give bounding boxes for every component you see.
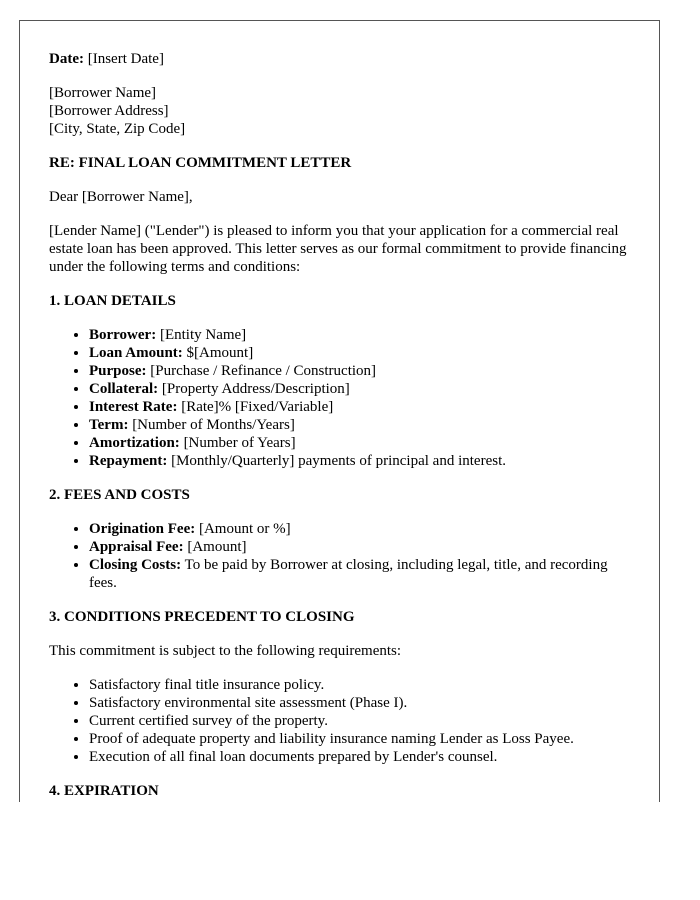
item-label: Appraisal Fee: [89,539,184,555]
item-value: [Purchase / Refinance / Construction] [146,363,377,379]
list-item [89,520,639,538]
conditions-list [49,676,639,766]
list-item [89,416,639,434]
intro-paragraph: [Lender Name] ("Lender") is pleased to inform you that your application for a commercial real estate loan has been approved. This letter serves as our formal commitment to provide financing under the following terms and conditions: [49,223,627,275]
list-item [89,326,639,344]
item-label: Origination Fee: [89,521,196,537]
item-label: Amortization: [89,435,180,451]
item-label: Term: [89,417,129,433]
section-heading-fees: 2. FEES AND COSTS [49,487,190,503]
letter-content [49,50,639,802]
date-line [49,50,639,68]
address-line: [City, State, Zip Code] [49,121,186,137]
conditions-intro: This commitment is subject to the following requirements: [49,643,402,659]
item-label: Repayment: [89,453,168,469]
item-value: [Property Address/Description] [158,381,350,397]
list-item [89,380,639,398]
item-value: [Entity Name] [156,327,247,343]
section-heading-loan-details: 1. LOAN DETAILS [49,293,176,309]
list-item: • Proof of adequate property and liability insurance naming Lender as Loss Payee. [89,730,639,748]
letter-page [19,20,660,802]
section-heading-conditions: 3. CONDITIONS PRECEDENT TO CLOSING [49,609,355,625]
item-value: [Amount] [183,539,247,555]
loan-details-list [49,326,639,470]
item-label: Purpose: [89,363,147,379]
item-value: [Number of Years] [179,435,296,451]
item-label: Borrower: [89,327,157,343]
item-value: [Number of Months/Years] [128,417,295,433]
list-item [89,362,639,380]
salutation: Dear [Borrower Name], [49,189,193,205]
list-item [89,434,639,452]
list-item: • Execution of all final loan documents prepared by Lender's counsel. [89,748,639,766]
item-value: To be paid by Borrower at closing, including legal, title, and recording fees. [89,557,608,591]
address-line: [Borrower Address] [49,103,169,119]
list-item: • Current certified survey of the property. [89,712,639,730]
date-label: Date: [49,51,84,67]
list-item [89,556,639,592]
list-item: • Satisfactory environmental site assessment (Phase I). [89,694,639,712]
section-heading-expiration: 4. EXPIRATION [49,783,159,799]
item-label: Closing Costs: [89,557,182,573]
address-line: [Borrower Name] [49,85,157,101]
list-item: • Satisfactory final title insurance policy. [89,676,639,694]
list-item [89,452,639,470]
list-item [89,344,639,362]
item-label: Collateral: [89,381,159,397]
item-value: [Monthly/Quarterly] payments of principal and interest. [167,453,506,469]
item-label: Interest Rate: [89,399,178,415]
item-value: [Amount or %] [195,521,291,537]
recipient-address [49,84,639,138]
list-item [89,398,639,416]
list-item [89,538,639,556]
item-label: Loan Amount: [89,345,183,361]
date-value: [Insert Date] [83,51,164,67]
item-value: $[Amount] [182,345,254,361]
item-value: [Rate]% [Fixed/Variable] [177,399,334,415]
fees-list [49,520,639,592]
re-line: RE: FINAL LOAN COMMITMENT LETTER [49,155,352,171]
